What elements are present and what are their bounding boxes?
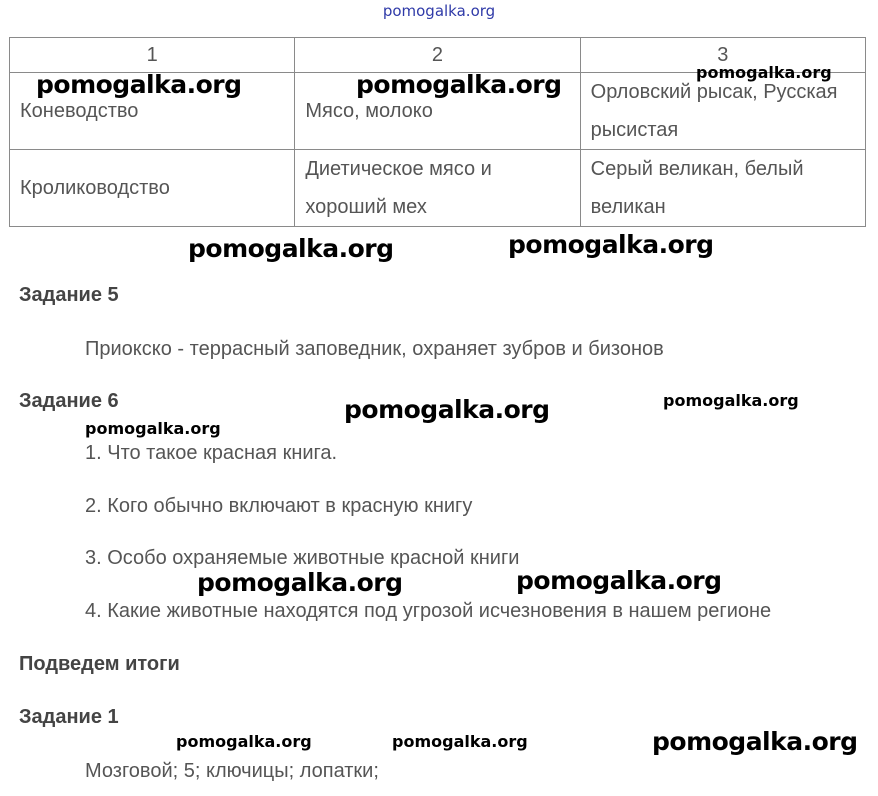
table-row: [10, 150, 866, 227]
table-cell: Диетическое мясо и хороший мех: [295, 150, 580, 227]
list-item: 4. Какие животные находятся под угрозой исчезновения в нашем регионе: [85, 600, 772, 622]
watermark: pomogalka.org: [508, 230, 714, 259]
column-header: 1: [10, 38, 295, 73]
watermark: pomogalka.org: [356, 70, 562, 99]
table-cell: Мясо, молоко: [295, 73, 580, 150]
watermark: pomogalka.org: [516, 566, 722, 595]
list-item: 2. Кого обычно включают в красную книгу: [85, 495, 473, 517]
task1-heading: Задание 1: [19, 706, 119, 728]
watermark: pomogalka.org: [188, 234, 394, 263]
task5-text: Приокско - террасный заповедник, охраняет зубров и бизонов: [85, 338, 664, 360]
column-header: 2: [295, 38, 580, 73]
table-cell: Серый великан, белый великан: [580, 150, 865, 227]
task6-heading: Задание 6: [19, 390, 119, 412]
table-cell: Коневодство: [10, 73, 295, 150]
header-watermark: pomogalka.org: [382, 2, 496, 20]
list-item: 1. Что такое красная книга.: [85, 442, 338, 464]
summary-heading: Подведем итоги: [19, 653, 180, 675]
watermark: pomogalka.org: [85, 419, 221, 438]
watermark: pomogalka.org: [344, 395, 550, 424]
task5-heading: Задание 5: [19, 284, 119, 306]
table-cell: Орловский рысак, Русская рысистая: [580, 73, 865, 150]
task1-text: Мозговой; 5; ключицы; лопатки;: [85, 760, 379, 782]
watermark: pomogalka.org: [663, 391, 799, 410]
table-cell: Кролиководство: [10, 150, 295, 227]
column-header: 3: [580, 38, 865, 73]
watermark: pomogalka.org: [392, 732, 528, 751]
list-item: 3. Особо охраняемые животные красной книги: [85, 547, 520, 569]
watermark: pomogalka.org: [176, 732, 312, 751]
watermark: pomogalka.org: [197, 568, 403, 597]
watermark: pomogalka.org: [696, 63, 832, 82]
watermark: pomogalka.org: [36, 70, 242, 99]
watermark: pomogalka.org: [652, 727, 858, 756]
